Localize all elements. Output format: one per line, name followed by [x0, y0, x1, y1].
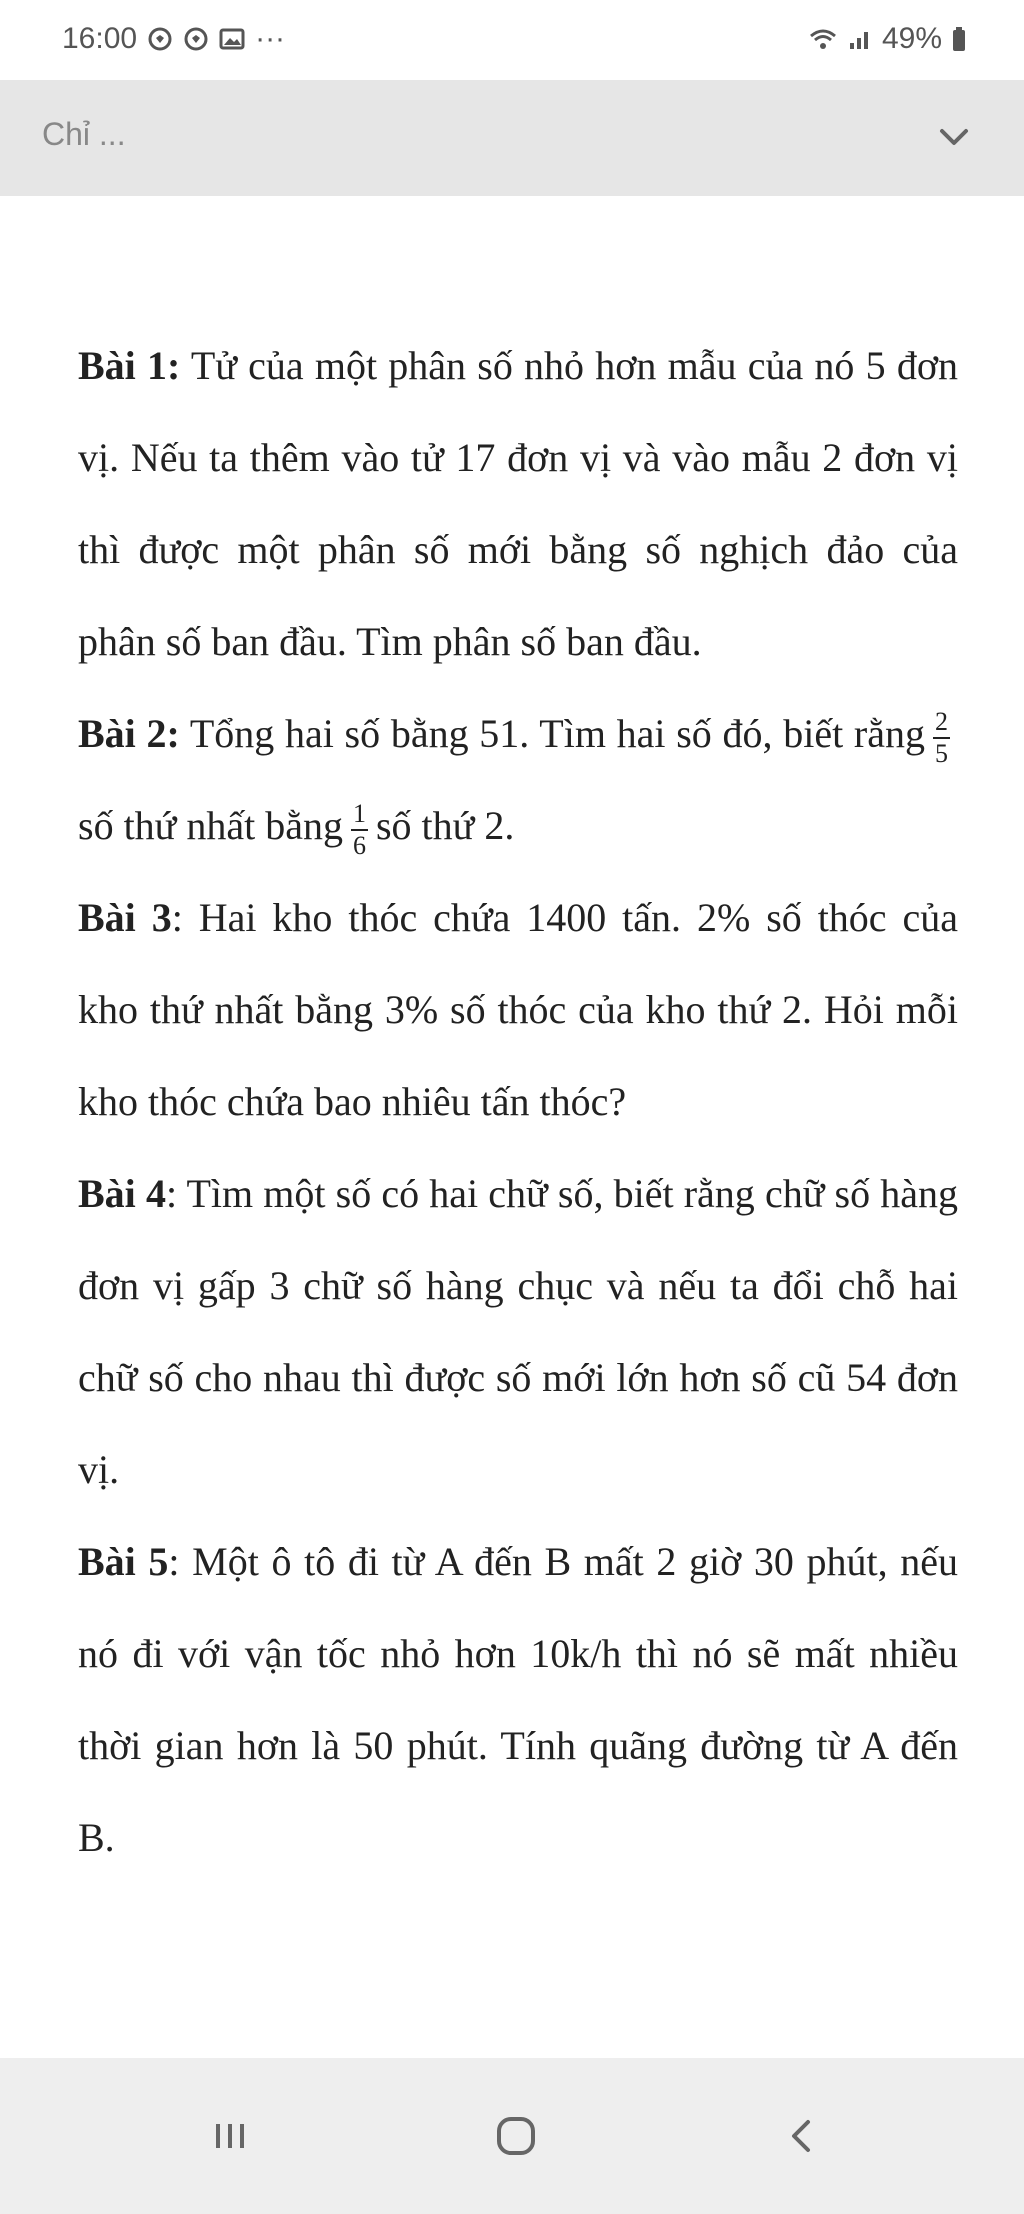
fraction-denominator: 5 — [935, 738, 948, 768]
fraction-2-5 — [933, 706, 950, 768]
wifi-icon — [808, 27, 838, 51]
signal-icon — [848, 27, 872, 51]
problem-label: Bài 5 — [78, 1539, 169, 1584]
problem-text: : Hai kho thóc chứa 1400 tấn. 2% số thóc của kho thứ nhất bằng 3% số thóc của kho thứ 2. Hỏi mỗi kho thóc chứa bao nhiêu tấn thóc? — [78, 895, 958, 1124]
status-bar — [0, 0, 1024, 80]
problem-5 — [78, 1516, 958, 1884]
problem-text: số thứ nhất bằng — [78, 803, 343, 848]
problem-text: Tổng hai số bằng 51. Tìm hai số đó, biết rằng — [179, 711, 925, 756]
home-icon[interactable] — [486, 2106, 546, 2166]
battery-level: 49% — [881, 22, 942, 55]
fraction-1-6 — [351, 798, 368, 860]
problem-3 — [78, 872, 958, 1148]
problem-label: Bài 3 — [78, 895, 172, 940]
shield-icon — [147, 26, 173, 52]
problem-2 — [78, 688, 958, 872]
status-more: ··· — [255, 22, 286, 55]
battery-icon — [952, 26, 966, 52]
chevron-down-icon[interactable] — [934, 122, 974, 152]
problem-label: Bài 2: — [78, 711, 180, 756]
image-icon — [219, 27, 245, 51]
problem-1 — [78, 320, 958, 688]
exercise-content — [78, 320, 958, 1884]
header-title: Chỉ ... — [42, 116, 126, 152]
problem-label: Bài 4 — [78, 1171, 166, 1216]
status-right — [808, 22, 966, 56]
problem-label: Bài 1: — [78, 343, 181, 388]
problem-text: Tử của một phân số nhỏ hơn mẫu của nó 5 đơn vị. Nếu ta thêm vào tử 17 đơn vị và vào mẫu 2 đơn vị thì được một phân số mới bằng số nghịch đảo của phân số ban đầu. Tìm phân số ban đầu. — [78, 343, 958, 664]
fraction-denominator: 6 — [352, 830, 366, 860]
status-left — [62, 22, 285, 56]
problem-4 — [78, 1148, 958, 1516]
fraction-numerator: 1 — [351, 801, 368, 831]
back-icon[interactable] — [772, 2106, 832, 2166]
problem-text: số thứ 2. — [375, 803, 515, 848]
fraction-numerator: 2 — [933, 709, 950, 739]
problem-text: : Tìm một số có hai chữ số, biết rằng chữ số hàng đơn vị gấp 3 chữ số hàng chục và nếu ta đổi chỗ hai chữ số cho nhau thì được số mới lớn hơn số cũ 54 đơn vị. — [78, 1171, 959, 1492]
navigation-bar — [0, 2058, 1024, 2214]
collapsible-header[interactable] — [0, 80, 1024, 196]
status-time: 16:00 — [62, 22, 138, 55]
shield-icon — [183, 26, 209, 52]
recent-apps-icon[interactable] — [200, 2106, 260, 2166]
problem-text: : Một ô tô đi từ A đến B mất 2 giờ 30 phút, nếu nó đi với vận tốc nhỏ hơn 10k/h thì nó sẽ mất nhiều thời gian hơn là 50 phút. Tính quãng đường từ A đến B. — [78, 1539, 958, 1860]
